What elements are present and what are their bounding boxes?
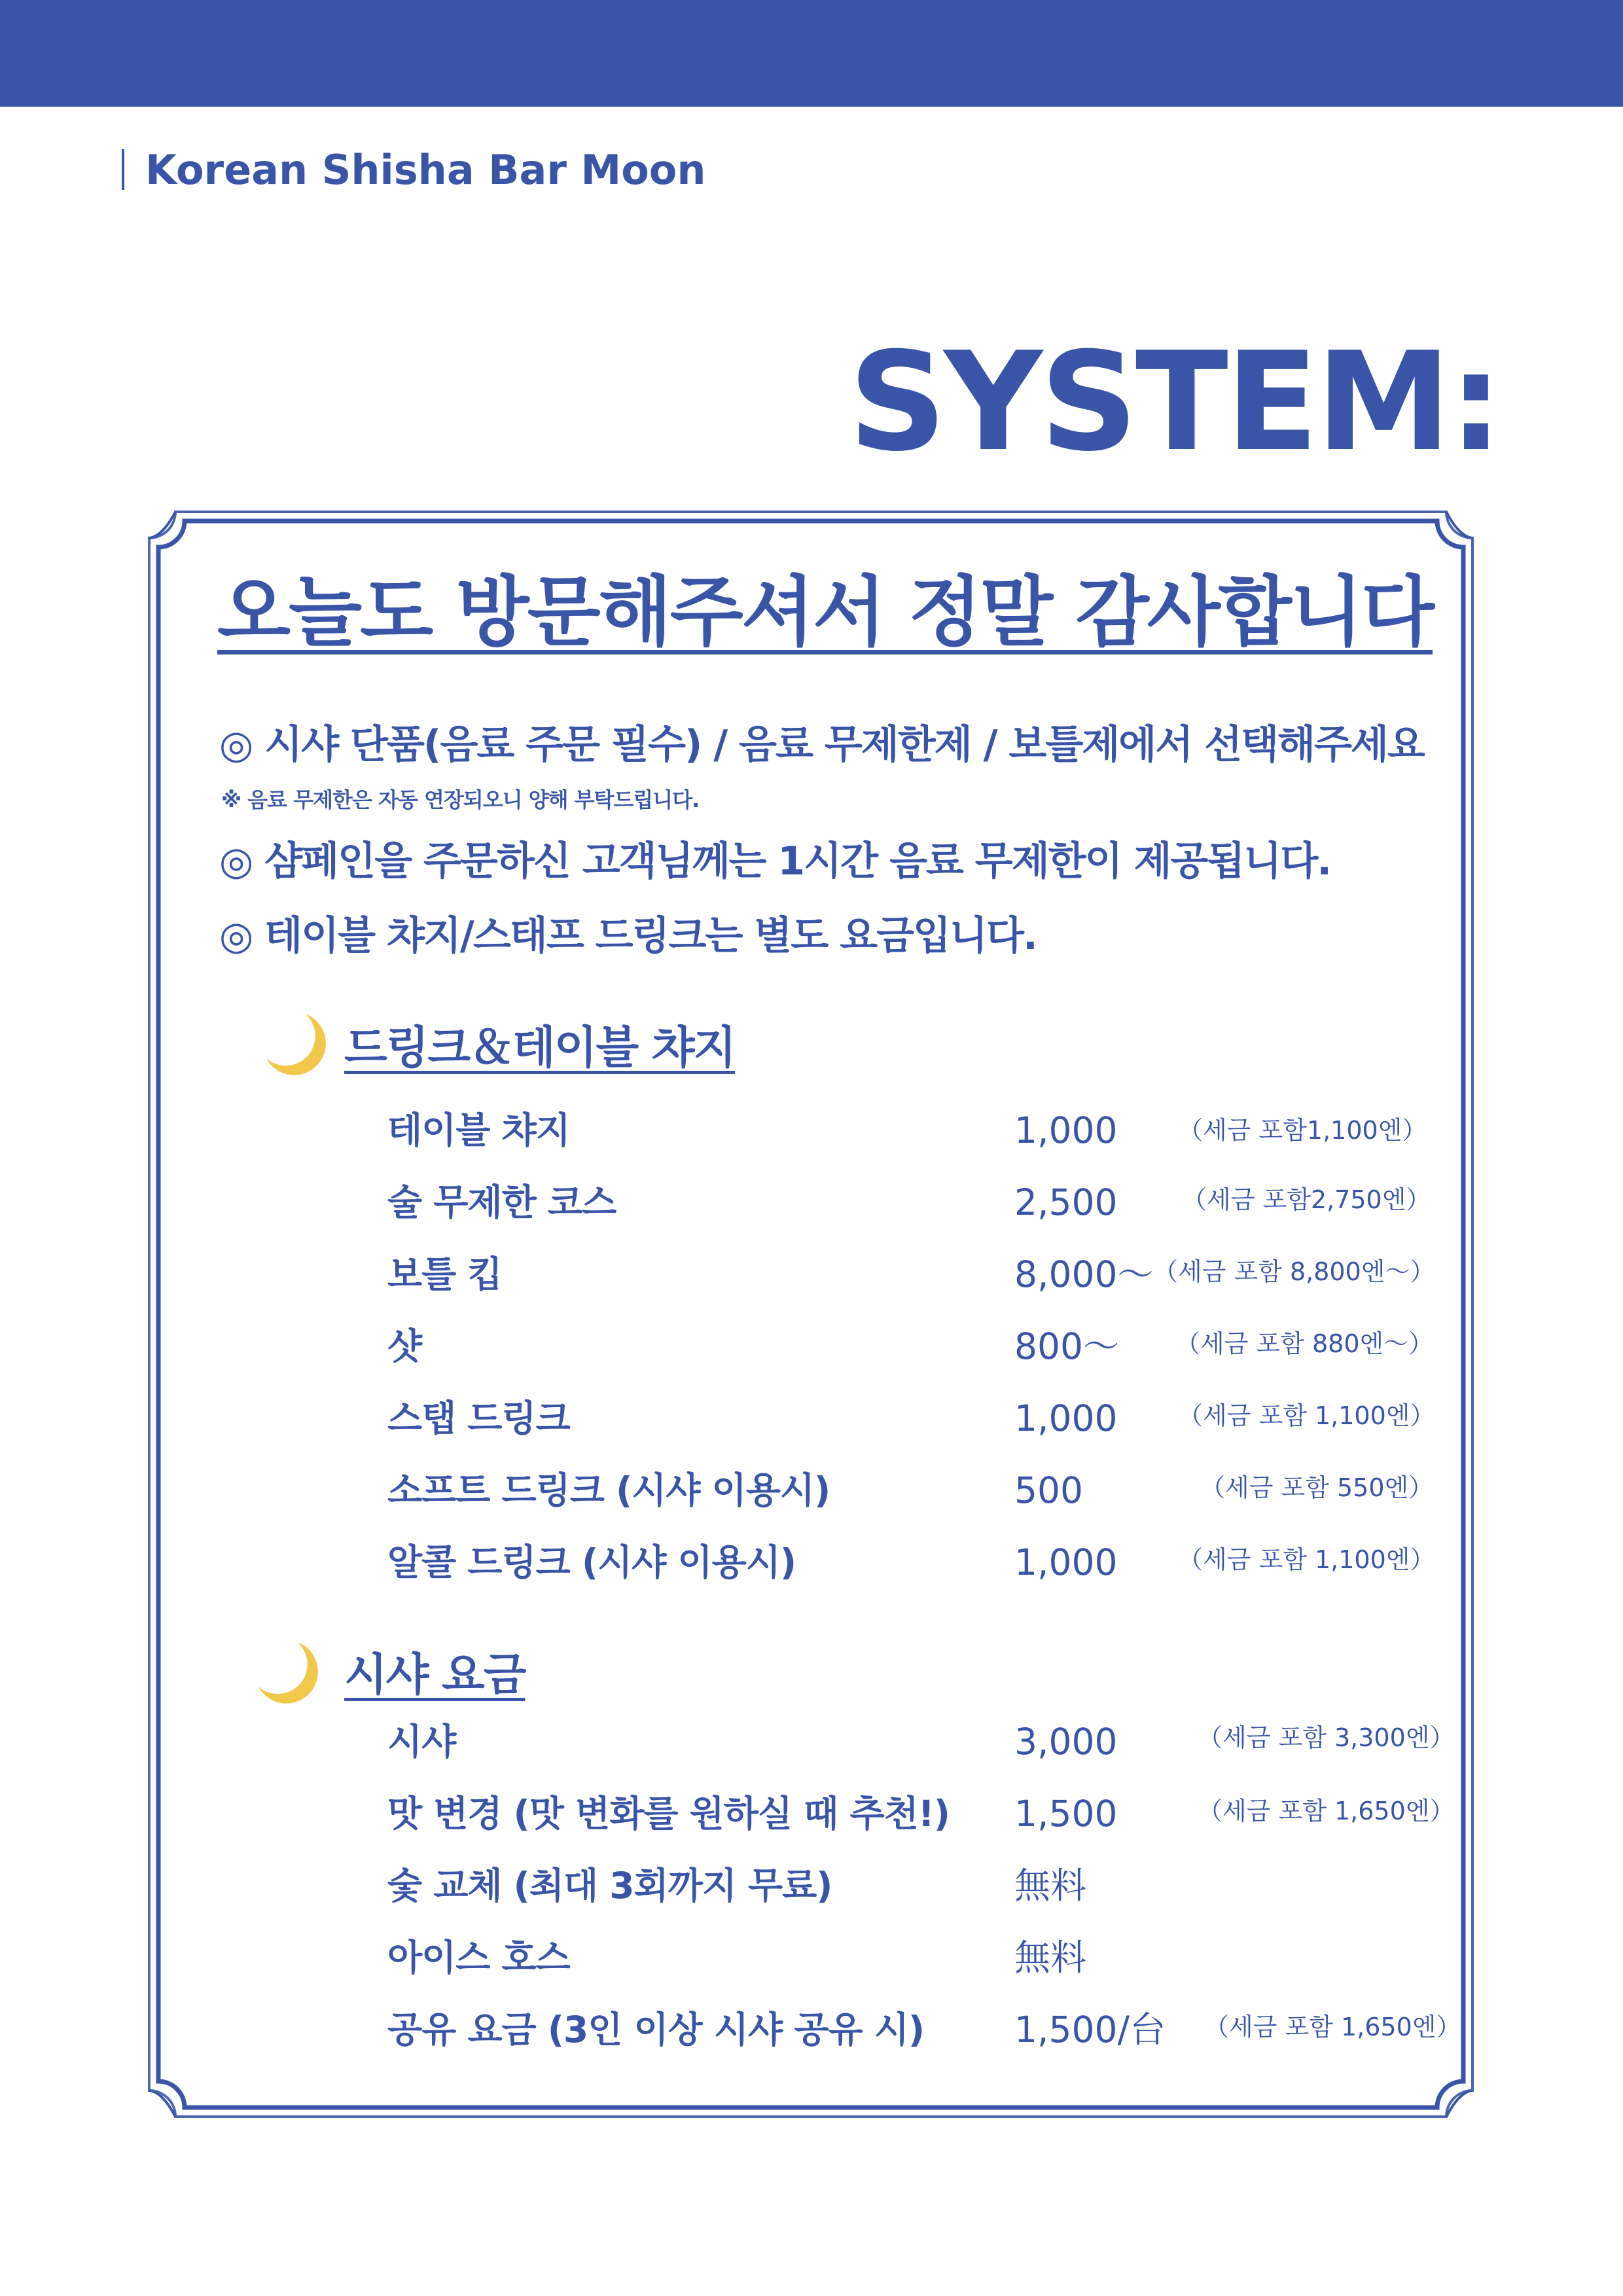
item-tax-included: （세금 포함2,750엔） — [1182, 1185, 1431, 1214]
item-name: 스탭 드링크 — [387, 1397, 570, 1439]
item-price: 500 — [1014, 1469, 1083, 1511]
item-tax-included: （세금 포함 550엔） — [1200, 1473, 1434, 1502]
item-name: 소프트 드링크 (시샤 이용시) — [387, 1469, 830, 1511]
item-tax-included: （세금 포함 1,650엔） — [1204, 2013, 1461, 2041]
crescent-moon-icon — [253, 1636, 325, 1708]
page-title: SYSTEM: — [848, 323, 1501, 482]
item-name: 아이스 호스 — [387, 1937, 570, 1979]
item-price: 1,500 — [1014, 1793, 1118, 1835]
item-tax-included: （세금 포함 1,650엔） — [1198, 1797, 1455, 1825]
notice-table-charge: ◎ 테이블 챠지/스태프 드링크는 별도 요금입니다. — [219, 913, 1037, 959]
item-price: 無料 — [1014, 1937, 1087, 1979]
item-price: 1,000 — [1014, 1109, 1118, 1151]
item-tax-included: （세금 포함1,100엔） — [1178, 1116, 1427, 1145]
item-price: 1,000 — [1014, 1541, 1118, 1583]
item-tax-included: （세금 포함 3,300엔） — [1198, 1723, 1455, 1752]
notice-auto-extension: ※ 음료 무제한은 자동 연장되오니 양해 부탁드립니다. — [221, 787, 700, 812]
brand-name: Korean Shisha Bar Moon — [145, 146, 706, 194]
item-name: 샷 — [387, 1325, 422, 1367]
item-name: 공유 요금 (3인 이상 시샤 공유 시) — [387, 2009, 924, 2051]
item-name: 술 무제한 코스 — [387, 1181, 616, 1223]
item-tax-included: （세금 포함 1,100엔） — [1178, 1401, 1435, 1430]
item-tax-included: （세금 포함 8,800엔～） — [1153, 1257, 1435, 1286]
item-tax-included: （세금 포함 880엔～） — [1175, 1329, 1434, 1358]
section-title-shisha-fee: 시샤 요금 — [344, 1649, 526, 1701]
item-price: 1,000 — [1014, 1397, 1118, 1439]
section-title-drink-table: 드링크＆테이블 챠지 — [344, 1022, 736, 1074]
item-price: 8,000～ — [1014, 1253, 1154, 1295]
item-name: 숯 교체 (최대 3회까지 무료) — [387, 1865, 832, 1907]
crescent-moon-icon — [260, 1008, 332, 1080]
greeting-heading: 오늘도 방문해주셔서 정말 감사합니다 — [217, 568, 1433, 656]
item-price: 1,500/台 — [1014, 2009, 1166, 2051]
item-tax-included: （세금 포함 1,100엔） — [1178, 1545, 1435, 1574]
notice-champagne: ◎ 샴페인을 주문하신 고객님께는 1시간 음료 무제한이 제공됩니다. — [219, 838, 1331, 884]
item-price: 800～ — [1014, 1325, 1119, 1367]
item-name: 맛 변경 (맛 변화를 원하실 때 추천!) — [387, 1793, 950, 1835]
item-price: 2,500 — [1014, 1181, 1118, 1223]
item-name: 보틀 킵 — [387, 1253, 502, 1295]
item-price: 3,000 — [1014, 1721, 1118, 1763]
item-name: 시샤 — [387, 1721, 456, 1763]
item-price: 無料 — [1014, 1865, 1087, 1907]
item-name: 알콜 드링크 (시샤 이용시) — [387, 1541, 796, 1583]
item-name: 테이블 챠지 — [387, 1109, 570, 1151]
notice-order-options: ◎ 시샤 단품(음료 주문 필수) / 음료 무제한제 / 보틀제에서 선택해주세요 — [219, 722, 1424, 768]
